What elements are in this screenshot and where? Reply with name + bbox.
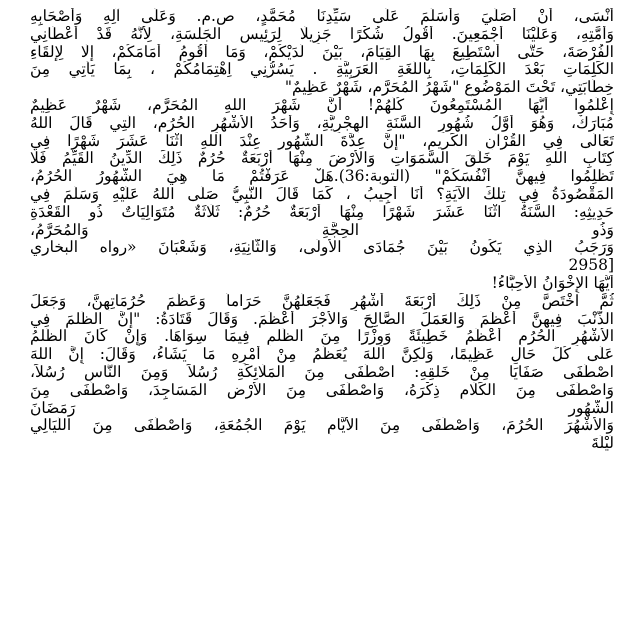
text-line: وَاصْطَفَى مِنَ الْكَلَامِ ذِكْرَهُ، وَاصْطَفَى مِنَ الْأَرْضِ الْمَسَاجِدَ، وَاصْطَفَى مِنَ <box>30 381 614 399</box>
text-line: تَظْلِمُوا فِيهِنَّ أَنْفُسَكُمْ" (التوبة:36).هَلْ عَرَفْتُمْ مَا هِيَ الشُّهُورُ الْحُرُمُ، <box>30 168 614 186</box>
text-line: وَأُمَّتِهِ، وَعَلَيْنَا أَجْمَعِينَ. أَقُولُ شُكْرًا جَزِيلًا لِرَئِيسِ الْجَلْسَةِ، لِأَنَّهُ قَدْ أَعْطَانِي <box>30 25 614 43</box>
text-line: [2958 <box>568 257 614 275</box>
text-line: لَيْلَةَ <box>591 435 614 453</box>
text-line: الْفُرْصَةَ، حَتَّى أَسْتَطِيعَ بِهَا الْقِيَامَ، بَيْنَ لَدَيْكُمْ، وَمَا أَقُومُ أَمَامَكُمْ، إِلَّا لِإِلْقَاءِ <box>30 43 614 61</box>
text-line: عَلَى كُلِّ حَالٍ عَظِيمًا، وَلَكِنَّ اللهَ يُعَظِّمُ مِنْ أَمْرِهِ مَا يَشَاءُ، وَقَالَ: إِنَّ اللهَ <box>30 346 614 364</box>
text-line: الْكَلِمَاتِ بَعْدَ الْكَلِمَاتِ، بِاللُّغَةِ الْعَرَبِيَّةِ . يَسُرُّنِي اِهْتِمَامُكُمْ ، بِمَا يَأتِي مِنَ <box>30 61 614 79</box>
text-line: كِتَابِ اللهِ يَوْمَ خَلَقَ السَّمَوَاتِ وَالْأَرْضَ مِنْهَا أَرْبَعَةٌ حُرُمٌ ذَلِكَ الدِّينُ الْقَيِّمُ فَلَا <box>30 150 614 168</box>
text-line: أَيُّهَا الْإِخْوَانُ الْأَحِبَّاءُ! <box>491 274 614 292</box>
text-line: اصْطَفَى صَفَايَا مِنْ خَلْقِهِ: اصْطَفَى مِنَ الْمَلَائِكَةِ رُسُلاً وَمِنَ النَّاسِ رُسُلاً، <box>30 363 614 381</box>
text-line: ثُمَّ اخْتَصَّ مِنْ ذَلِكَ أَرْبَعَةَ أَشْهُرٍ فَجَعَلَهُنَّ حَرَاماً وَعَظَّمَ حُرُمَاتِهِنَّ، وَجَعَلَ <box>30 292 614 310</box>
text-line: تَعَالَى فِي الْقُرْآنِ الْكَرِيمِ، "إِنَّ عِدَّةَ الشُّهُورِ عِنْدَ اللهِ اثْنَا عَشَرَ شَهْرًا فِي <box>30 132 614 150</box>
text-line: مُبَارَكٌ، وَهُوَ أَوَّلُ شُهُورِ السَّنَةِ الْهِجْرِيَّةِ، وَأَحَدُ الْأَشْهُرِ الْحُرُمِ، الَّتِي قَالَ اللهُ <box>30 114 614 132</box>
text-line: الْأَشْهُرِ الْحُرُمِ أَعْظَمُ خَطِيئَةً وَوِزْرًا مِنَ الظُّلْمِ فِيمَا سِوَاهَا. وَإِنْ كَانَ الظُّلْمُ <box>30 328 614 346</box>
document-page <box>30 8 614 624</box>
text-line: وَرَجَبُ الَّذِي يَكُونُ بَيْنَ جُمَادَى الْأُولَى، وَالثَّانِيَةِ، وَشَعْبَانَ «رواه البخاري <box>30 239 614 257</box>
text-line: حَدِيثِهِ: السَّنَةُ اثْنَا عَشَرَ شَهْرًا مِنْهَا أَرْبَعَةٌ حُرُمٌ: ثَلَاثَةٌ مُتَوَالِيَاتٌ ذُو الْقَعْدَةِ <box>30 203 614 221</box>
text-line: الْمَقْصُودَةُ فِي تِلْكَ الْآيَةِ؟ أَنَا أُجِيبُ ، كَمَا قَالَ النَّبِيُّ صَلَّى اللهُ عَلَيْهِ وَسَلَّمَ فِي <box>30 185 614 203</box>
text-line: خِطَابَتِي، تَحْتَ الْمَوْضُوعِ "شَهْرُ الْمُحَرَّمِ، شَهْرٌ عَظِيمٌ" <box>284 79 614 97</box>
text-line: وَذُو الْحِجَّةِ وَالْمُحَرَّمُ، <box>30 221 614 239</box>
text-line: أَنْسَى، أَنْ أُصَلِّيَ وَأُسَلِّمَ عَلَى سَيِّدِنَا مُحَمَّدٍ، ص.م. وَعَلَى آلِهِ وَأَصْحَابِهِ <box>30 8 614 25</box>
text-line: الذَّنْبَ فِيهِنَّ أَعْظَمَ وَالْعَمَلَ الصَّالِحَ وَالْأَجْرَ أَعْظَمَ. وَقَالَ قَتَادَةُ: "إِنَّ الظُّلْمَ فِي <box>30 310 614 328</box>
text-line: وَالْأَشْهُرَ الْحُرُمَ، وَاصْطَفَى مِنَ الْأَيَّامِ يَوْمَ الْجُمُعَةِ، وَاصْطَفَى مِنَ اللَّيَالِي <box>30 417 614 435</box>
text-line: إِعْلَمُوا أَيُّهَا الْمُسْتَمِعُونَ كُلُّهُمْ! أَنَّ شَهْرَ اللهِ الْمُحَرَّمِ، شَهْرٌ عَظِيمٌ <box>30 96 614 114</box>
text-line: الشُّهُورِ رَمَضَانَ <box>30 399 614 417</box>
